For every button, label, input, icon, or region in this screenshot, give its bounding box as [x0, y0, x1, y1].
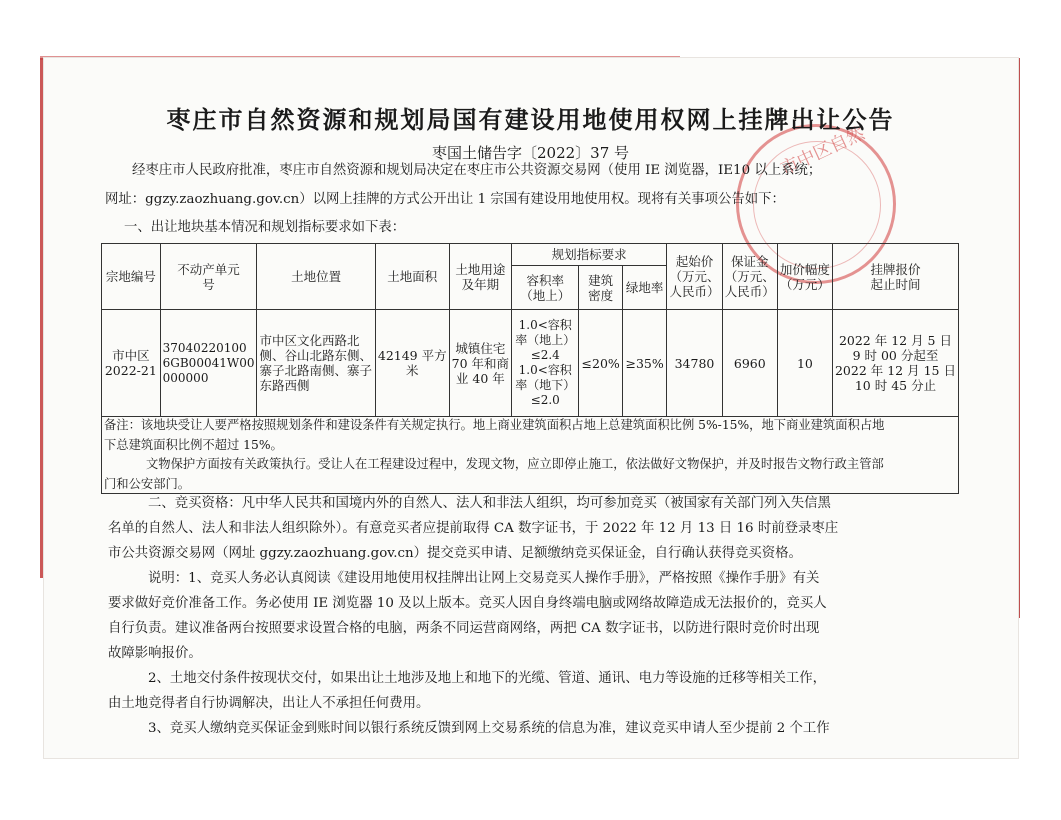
header-parcel-no: 宗地编号: [102, 244, 161, 310]
page-title: 枣庄市自然资源和规划局国有建设用地使用权网上挂牌出让公告: [166, 105, 895, 134]
header-land-use: 土地用途 及年期: [449, 244, 511, 310]
section-1-title: 一、出让地块基本情况和规划指标要求如下表：: [124, 220, 406, 235]
table-row: [102, 310, 959, 417]
cell-land-use: 城镇住宅 70 年和商 业 40 年: [449, 310, 511, 417]
section-2-line-10: 3、竞买人缴纳竞买保证金到账时间以银行系统反馈到网上交易系统的信息为准，建议竞买申请人至少提前 2 个工作: [148, 721, 830, 736]
section-2-line-5: 要求做好竞价准备工作。务必使用 IE 浏览器 10 及以上版本。竞买人因自身终端电脑或网络故障造成无法报价的，竞买人: [108, 596, 827, 611]
header-area: 土地面积: [375, 244, 449, 310]
section-2-line-2: 名单的自然人、法人和非法人组织除外）。有意竞买者应提前取得 CA 数字证书，于 2022 年 12 月 13 日 16 时前登录枣庄: [108, 521, 839, 536]
cell-increment: 10: [777, 310, 832, 417]
note-line-3: 文物保护方面按有关政策执行。受让人在工程建设过程中，发现文物，应立即停止施工，依法做好文物保护，并及时报告文物行政主管部: [146, 457, 884, 471]
cell-far: 1.0<容积 率（地上） ≤2.4 1.0<容积 率（地下） ≤2.0: [512, 310, 579, 417]
note-line-4: 门和公安部门。: [104, 476, 191, 491]
section-2-line-1: 二、竞买资格：凡中华人民共和国境内外的自然人、法人和非法人组织，均可参加竞买（被国家有关部门列入失信黑: [148, 496, 831, 511]
section-2-line-9: 由土地竞得者自行协调解决，出让人不承担任何费用。: [108, 696, 430, 711]
cell-green-rate: ≥35%: [622, 310, 666, 417]
header-increment: 加价幅度 （万元）: [777, 244, 832, 310]
note-line-1: 备注：该地块受让人要严格按照规划条件和建设条件有关规定执行。地上商业建筑面积占地上总建筑面积比例 5%-15%，地下商业建筑面积占地: [104, 418, 885, 432]
cell-area: 42149 平方 米: [375, 310, 449, 417]
section-2-line-3: 市公共资源交易网（网址 ggzy.zaozhuang.gov.cn）提交竞买申请、足额缴纳竞买保证金，自行确认获得竞买资格。: [108, 546, 802, 561]
intro-line-1: 经枣庄市人民政府批准，枣庄市自然资源和规划局决定在枣庄市公共资源交易网（使用 IE 浏览器，IE10 以上系统；: [132, 163, 822, 178]
header-property-unit: 不动产单元 号: [160, 244, 257, 310]
header-listing-time: 挂牌报价 起止时间: [832, 244, 958, 310]
cell-deposit: 6960: [722, 310, 777, 417]
header-far: 容积率 （地上）: [512, 266, 579, 310]
header-location: 土地位置: [257, 244, 375, 310]
section-2-line-4: 说明：1、竞买人务必认真阅读《建设用地使用权挂牌出让网上交易竞买人操作手册》，严格按照《操作手册》有关: [148, 571, 820, 586]
section-2-line-7: 故障影响报价。: [108, 646, 202, 661]
header-density: 建筑 密度: [579, 266, 622, 310]
header-start-price: 起始价 （万元、 人民币）: [667, 244, 722, 310]
cell-listing-time: 2022 年 12 月 5 日 9 时 00 分起至 2022 年 12 月 15 日 10 时 45 分止: [832, 310, 958, 417]
header-green-rate: 绿地率: [622, 266, 666, 310]
note-line-2: 下总建筑面积比例不超过 15%。: [104, 437, 283, 452]
cell-parcel-no: 市中区 2022-21: [102, 310, 161, 417]
parcel-table: [101, 243, 959, 417]
header-planning: 规划指标要求: [512, 244, 667, 266]
document-number: 枣国土储告字〔2022〕37 号: [431, 144, 630, 162]
table-header-row-1: [102, 244, 959, 266]
header-deposit: 保证金 （万元、 人民币）: [722, 244, 777, 310]
section-2-line-6: 自行负责。建议准备两台按照要求设置合格的电脑，两条不同运营商网络，两把 CA 数字证书，以防进行限时竞价时出现: [108, 621, 820, 636]
table-note: [101, 416, 959, 494]
cell-location: 市中区文化西路北 侧、谷山北路东侧、 寨子北路南侧、寨子 东路西侧: [257, 310, 375, 417]
cell-property-unit: 37040220100 6GB00041W00 000000: [160, 310, 257, 417]
section-2-line-8: 2、土地交付条件按现状交付，如果出让土地涉及地上和地下的光缆、管道、通讯、电力等设施的迁移等相关工作，: [148, 671, 827, 686]
intro-line-2: 网址：ggzy.zaozhuang.gov.cn）以网上挂牌的方式公开出让 1 宗国有建设用地使用权。现将有关事项公告如下：: [105, 192, 785, 207]
cell-density: ≤20%: [579, 310, 622, 417]
seal-text: 市中区自然: [777, 122, 868, 180]
cell-start-price: 34780: [667, 310, 722, 417]
